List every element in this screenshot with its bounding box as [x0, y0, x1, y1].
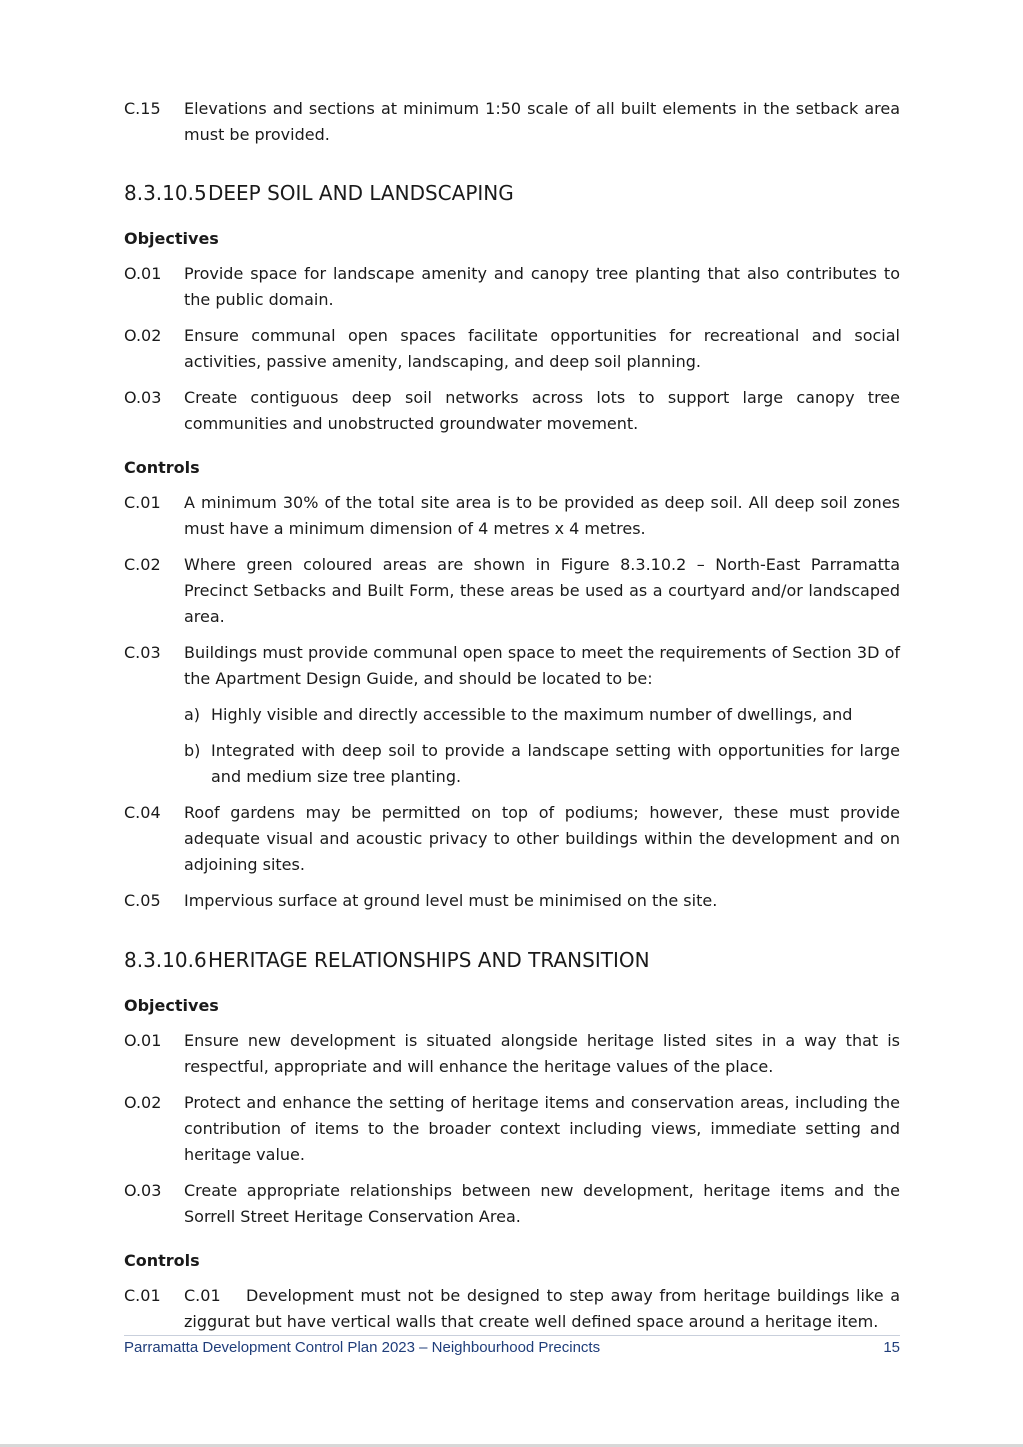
item-text: A minimum 30% of the total site area is to be provided as deep soil. All deep soil zones must have a minimum dimension of 4 metres x 4 metres. [184, 493, 900, 538]
control-item [124, 96, 900, 148]
control-item [124, 552, 900, 630]
item-text: Provide space for landscape amenity and canopy tree planting that also contributes to the public domain. [184, 264, 900, 309]
item-code: C.03 [124, 643, 161, 662]
section-heading [124, 947, 900, 973]
objective-item [124, 323, 900, 375]
section-heading [124, 180, 900, 206]
item-code: C.01 [124, 1286, 161, 1305]
controls-heading: Controls [124, 458, 200, 477]
item-text: Where green coloured areas are shown in Figure 8.3.10.2 – North-East Parramatta Precinct Setbacks and Built Form, these areas be used as a courtyard and/or landscaped area. [184, 555, 900, 626]
sub-item-text: Integrated with deep soil to provide a landscape setting with opportunities for large and medium size tree planting. [211, 741, 900, 786]
item-code: C.02 [124, 555, 161, 574]
inline-item-code: C.01 [184, 1286, 221, 1305]
section-number: 8.3.10.6 [124, 948, 207, 972]
objective-item [124, 1090, 900, 1168]
inline-item-text: Development must not be designed to step away from heritage buildings like a ziggurat but have vertical walls that create well defined space around a heritage item. [184, 1286, 900, 1331]
item-text: Ensure new development is situated alongside heritage listed sites in a way that is respectful, appropriate and will enhance the heritage values of the place. [184, 1031, 900, 1076]
control-item [124, 490, 900, 542]
item-text: Elevations and sections at minimum 1:50 scale of all built elements in the setback area must be provided. [184, 99, 900, 144]
item-code: O.03 [124, 388, 162, 407]
item-text: Roof gardens may be permitted on top of podiums; however, these must provide adequate visual and acoustic privacy to other buildings within the development and on adjoining sites. [184, 803, 900, 874]
item-text: Buildings must provide communal open space to meet the requirements of Section 3D of the Apartment Design Guide, and should be located to be: [184, 643, 900, 688]
sub-item-label: b) [184, 741, 201, 760]
item-text: Protect and enhance the setting of heritage items and conservation areas, including the contribution of items to the broader context including views, immediate setting and heritage value. [184, 1093, 900, 1164]
sub-item [184, 738, 900, 790]
section-title: DEEP SOIL AND LANDSCAPING [208, 181, 514, 205]
objective-item [124, 1028, 900, 1080]
item-code: O.03 [124, 1181, 162, 1200]
control-item [124, 1283, 900, 1335]
page-content [124, 96, 900, 1335]
item-code: C.01 [124, 493, 161, 512]
section-number: 8.3.10.5 [124, 181, 207, 205]
controls-heading: Controls [124, 1251, 200, 1270]
footer-title: Parramatta Development Control Plan 2023 – Neighbourhood Precincts [124, 1339, 601, 1356]
section-title: HERITAGE RELATIONSHIPS AND TRANSITION [208, 948, 650, 972]
control-item [124, 800, 900, 878]
objective-item [124, 385, 900, 437]
page-footer [124, 1335, 900, 1358]
item-text: Impervious surface at ground level must be minimised on the site. [184, 891, 718, 910]
item-code: C.15 [124, 99, 161, 118]
item-text: Ensure communal open spaces facilitate opportunities for recreational and social activities, passive amenity, landscaping, and deep soil planning. [184, 326, 900, 371]
item-code: C.05 [124, 891, 161, 910]
sub-item-text: Highly visible and directly accessible to the maximum number of dwellings, and [211, 705, 853, 724]
objectives-heading: Objectives [124, 996, 219, 1015]
sub-item [184, 702, 900, 728]
page-number: 15 [883, 1339, 900, 1356]
control-item [124, 640, 900, 692]
item-code: O.02 [124, 1093, 162, 1112]
objective-item [124, 1178, 900, 1230]
control-item [124, 888, 900, 914]
objective-item [124, 261, 900, 313]
sub-item-label: a) [184, 705, 201, 724]
item-text: Create appropriate relationships between new development, heritage items and the Sorrell Street Heritage Conservation Area. [184, 1181, 900, 1226]
item-code: O.01 [124, 264, 162, 283]
item-code: O.01 [124, 1031, 162, 1050]
item-code: C.04 [124, 803, 161, 822]
item-code: O.02 [124, 326, 162, 345]
item-text [184, 1283, 900, 1335]
item-text: Create contiguous deep soil networks across lots to support large canopy tree communities and unobstructed groundwater movement. [184, 388, 900, 433]
objectives-heading: Objectives [124, 229, 219, 248]
